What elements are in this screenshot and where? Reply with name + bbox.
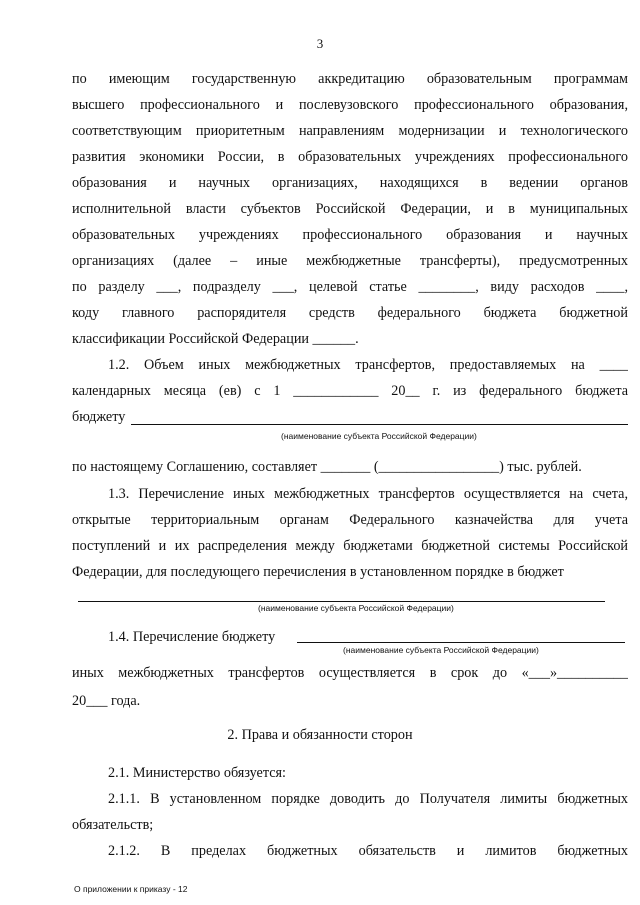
body-line: по разделу ___, подразделу ___, целевой статье ________, виду расходов ____, xyxy=(72,279,628,295)
item-2-1-1-line: обязательств; xyxy=(72,817,154,833)
recipient-blank-line xyxy=(131,424,628,425)
paragraph-1-3-line: поступлений и их распределения между бюджетами бюджетной системы Российской xyxy=(72,538,628,554)
paragraph-1-3-line: Федерации, для последующего перечисления в установленном порядке в бюджет xyxy=(72,564,564,580)
paragraph-1-4-line: 20___ года. xyxy=(72,693,141,709)
body-line: образовательных учреждениях профессионального образования и научных xyxy=(72,227,628,243)
body-line: высшего профессионального и послевузовского профессионального образования, xyxy=(72,97,628,113)
budget-recipient-caption: (наименование субъекта Российской Федерации) xyxy=(343,645,539,655)
item-2-1-2-line: 2.1.2. В пределах бюджетных обязательств и лимитов бюджетных xyxy=(108,843,628,859)
paragraph-1-2-amount-line: по настоящему Соглашению, составляет _______ (_________________) тыс. рублей. xyxy=(72,459,582,475)
footer-note: О приложении к приказу - 12 xyxy=(74,884,188,894)
body-line: образования и научных организациях, находящихся в ведении органов xyxy=(72,175,628,191)
budget-caption: (наименование субъекта Российской Федерации) xyxy=(258,603,454,613)
body-line: развития экономики России, в образовательных учреждениях профессионального xyxy=(72,149,628,165)
body-line: организациях (далее – иные межбюджетные трансферты), предусмотренных xyxy=(72,253,628,269)
body-line: коду главного распорядителя средств федерального бюджета бюджетной xyxy=(72,305,628,321)
body-line: соответствующим приоритетным направлениям модернизации и технологического xyxy=(72,123,628,139)
paragraph-1-2-recipient-label: бюджету xyxy=(72,409,126,425)
body-line: классификации Российской Федерации ______. xyxy=(72,331,359,347)
section-2-heading: 2. Права и обязанности сторон xyxy=(227,727,413,743)
paragraph-1-2-line: календарных месяца (ев) с 1 ____________ 20__ г. из федерального бюджета xyxy=(72,383,628,399)
budget-blank-line xyxy=(78,601,605,602)
paragraph-1-2-line: 1.2. Объем иных межбюджетных трансфертов, предоставляемых на ____ xyxy=(108,357,628,373)
body-line: по имеющим государственную аккредитацию образовательным программам xyxy=(72,71,628,87)
item-2-1-1-line: 2.1.1. В установленном порядке доводить до Получателя лимиты бюджетных xyxy=(108,791,628,807)
recipient-caption: (наименование субъекта Российской Федерации) xyxy=(281,431,477,441)
item-2-1: 2.1. Министерство обязуется: xyxy=(108,765,286,781)
paragraph-1-4-line: иных межбюджетных трансфертов осуществляется в срок до «___»__________ xyxy=(72,665,628,681)
budget-recipient-blank-line xyxy=(297,642,625,643)
page-number: 3 xyxy=(316,36,324,51)
paragraph-1-3-line: 1.3. Перечисление иных межбюджетных трансфертов осуществляется на счета, xyxy=(108,486,628,502)
paragraph-1-3-line: открытые территориальным органам Федерального казначейства для учета xyxy=(72,512,628,528)
paragraph-1-4-label: 1.4. Перечисление бюджету xyxy=(108,629,276,645)
body-line: исполнительной власти субъектов Российской Федерации, и в муниципальных xyxy=(72,201,628,217)
